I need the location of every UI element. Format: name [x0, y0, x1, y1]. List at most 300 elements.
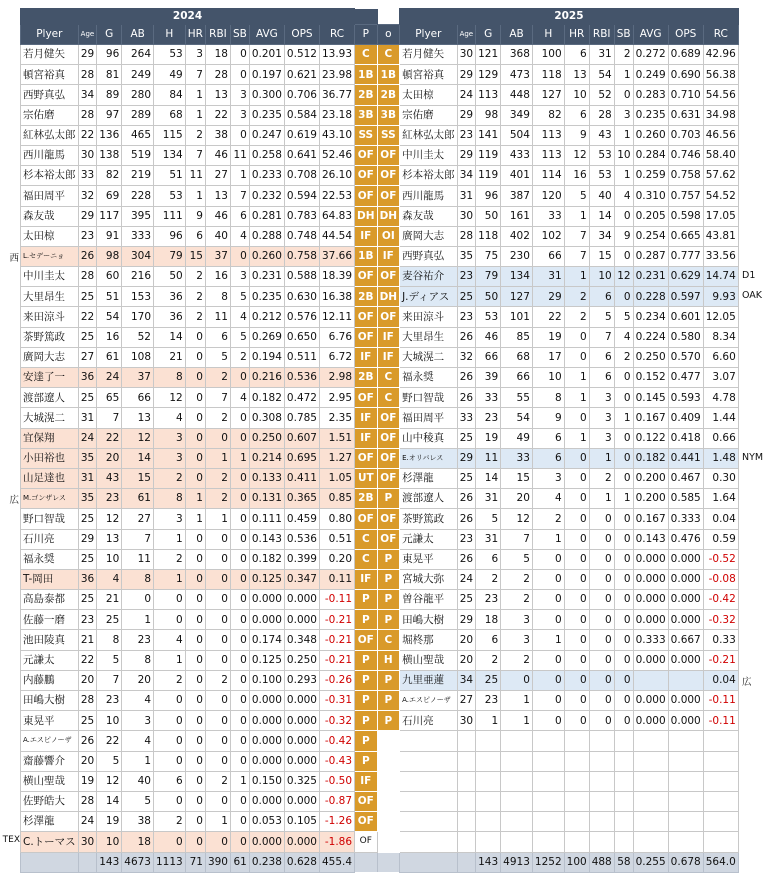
stat-cell-right: 34	[457, 670, 476, 690]
stat-cell-left: 6	[154, 771, 186, 791]
stat-cell-right: 0	[589, 549, 614, 569]
stat-cell-right: -0.08	[703, 569, 738, 589]
stat-cell-right: 96	[476, 186, 501, 206]
total-cell-left: 0.628	[284, 852, 319, 872]
stat-cell-left: 28	[78, 791, 97, 811]
stat-cell-right: 0	[564, 630, 589, 650]
stat-cell-left: 249	[122, 65, 154, 85]
stat-cell-left: 0.269	[249, 327, 284, 347]
stat-cell-right: 27	[457, 691, 476, 711]
stat-cell-right: 3	[589, 388, 614, 408]
stat-cell-left: 0.000	[284, 691, 319, 711]
stat-cell-right: 0.409	[668, 408, 703, 428]
stat-cell-left: 18	[205, 45, 230, 65]
stat-cell-right: 12.05	[703, 307, 738, 327]
stat-cell-left: 43	[97, 468, 122, 488]
stat-cell-right: 23	[476, 590, 501, 610]
stat-cell-left: -0.26	[319, 670, 354, 690]
stat-cell-right	[614, 731, 633, 751]
player-name-right: 山中稜真	[400, 428, 458, 448]
stat-cell-right: 0.30	[703, 468, 738, 488]
stat-cell-right: 0	[564, 711, 589, 731]
stat-cell-left: 6.76	[319, 327, 354, 347]
stat-cell-right: 29	[457, 65, 476, 85]
stat-cell-left: 25	[78, 388, 97, 408]
stat-cell-left: 10	[97, 711, 122, 731]
stat-cell-left: 13	[122, 408, 154, 428]
stat-cell-right: 6	[589, 287, 614, 307]
player-name-right: 杉澤龍	[400, 468, 458, 488]
col-header-left: SB	[230, 25, 249, 45]
position-left: P	[355, 610, 378, 630]
position-left: IF	[355, 226, 378, 246]
position-right: 3B	[377, 105, 400, 125]
stat-cell-right: 23	[476, 408, 501, 428]
stat-cell-left: 0	[205, 630, 230, 650]
col-header-left: H	[154, 25, 186, 45]
stat-cell-left: 28	[78, 65, 97, 85]
stat-cell-left: 0.748	[284, 226, 319, 246]
position-right: C	[377, 45, 400, 65]
stat-cell-right: 3	[589, 408, 614, 428]
col-header-right: H	[532, 25, 564, 45]
position-right: OF	[377, 186, 400, 206]
stat-cell-left: 0	[154, 711, 186, 731]
stat-cell-left: 33	[78, 166, 97, 186]
stat-cell-left: 0	[185, 650, 205, 670]
stat-cell-left: 0	[230, 812, 249, 832]
stat-cell-right: 1	[589, 489, 614, 509]
stat-cell-right: 54	[501, 408, 533, 428]
stat-cell-right: -0.11	[703, 711, 738, 731]
stat-cell-right: 31	[476, 529, 501, 549]
stat-cell-left: 0	[185, 347, 205, 367]
stat-cell-right: 504	[501, 125, 533, 145]
stat-cell-right: 46	[476, 327, 501, 347]
player-name-left: 田嶋大樹	[21, 691, 79, 711]
stat-cell-right: 0	[589, 529, 614, 549]
col-header-left: AVG	[249, 25, 284, 45]
stat-cell-left: 0.348	[284, 630, 319, 650]
stat-cell-left: 25	[78, 711, 97, 731]
stat-cell-right: 66	[501, 368, 533, 388]
stat-cell-right: 0	[564, 569, 589, 589]
stat-cell-right: 0.000	[633, 590, 668, 610]
position-left: OF	[355, 327, 378, 347]
stat-cell-right: 66	[476, 347, 501, 367]
stat-cell-left: 1	[122, 751, 154, 771]
stat-cell-right: 0.593	[668, 388, 703, 408]
stat-cell-left: 1	[205, 448, 230, 468]
stat-cell-right: 0	[532, 650, 564, 670]
position-left: OF	[355, 448, 378, 468]
player-name-right	[400, 771, 458, 791]
stat-cell-left: 0.000	[284, 590, 319, 610]
stat-cell-right: 0	[501, 670, 533, 690]
stat-cell-left: 0	[205, 832, 230, 852]
margin-label: 広	[9, 495, 19, 506]
table-row	[21, 771, 739, 791]
stat-cell-right: 19	[476, 428, 501, 448]
position-right: OF	[377, 468, 400, 488]
stat-cell-right: 0.000	[633, 711, 668, 731]
stat-cell-right: 0.000	[633, 549, 668, 569]
stat-cell-right: 23	[457, 125, 476, 145]
player-name-right	[400, 751, 458, 771]
stat-cell-left: 11	[230, 145, 249, 165]
stat-cell-left: 68	[154, 105, 186, 125]
stat-cell-left: 36	[78, 569, 97, 589]
table-row	[21, 347, 739, 367]
stat-cell-left: 0.133	[249, 468, 284, 488]
stat-cell-right: 0.66	[703, 428, 738, 448]
stat-cell-right: 24	[457, 569, 476, 589]
stat-cell-left: 5	[97, 650, 122, 670]
stat-cell-right: 120	[532, 186, 564, 206]
player-name-right: 元謙太	[400, 529, 458, 549]
stat-cell-left: 0.619	[284, 125, 319, 145]
stat-cell-left: 0	[230, 670, 249, 690]
stat-cell-right: 0.000	[668, 711, 703, 731]
totals-row	[21, 852, 739, 872]
stat-cell-right: 15	[501, 468, 533, 488]
position-right	[377, 771, 400, 791]
stat-cell-left: 37	[122, 368, 154, 388]
stat-cell-right	[589, 771, 614, 791]
stat-cell-right: 0.152	[633, 368, 668, 388]
stat-cell-left: 0.235	[249, 287, 284, 307]
stat-cell-right: 24	[457, 85, 476, 105]
stat-cell-right: 29	[457, 448, 476, 468]
stat-cell-right: 0	[589, 509, 614, 529]
stat-cell-right: 0	[589, 691, 614, 711]
stat-cell-right	[532, 791, 564, 811]
stat-cell-left: 14	[122, 448, 154, 468]
stat-cell-left: 0	[185, 549, 205, 569]
stat-cell-right: 5	[501, 549, 533, 569]
total-cell-left: 455.4	[319, 852, 354, 872]
stat-cell-right: 127	[501, 287, 533, 307]
stat-cell-right	[668, 832, 703, 852]
stat-cell-right: 0.249	[633, 65, 668, 85]
player-name-right: 渡部遼人	[400, 489, 458, 509]
stat-cell-right: 1	[564, 267, 589, 287]
stat-cell-right: 1	[532, 630, 564, 650]
total-cell-left: 143	[97, 852, 122, 872]
position-right: IF	[377, 246, 400, 266]
stat-cell-right: 20	[501, 489, 533, 509]
stat-cell-left: 0.512	[284, 45, 319, 65]
stat-cell-right: 0	[589, 569, 614, 589]
stat-cell-right: 0	[564, 509, 589, 529]
stat-cell-right: 2	[501, 569, 533, 589]
stat-cell-right: 0	[532, 590, 564, 610]
stat-cell-left: 0.053	[249, 812, 284, 832]
position-right: OF	[377, 428, 400, 448]
stat-cell-right: 114	[532, 166, 564, 186]
stat-cell-left: 0.347	[284, 569, 319, 589]
table-row	[21, 549, 739, 569]
stat-cell-left: 0.231	[249, 267, 284, 287]
player-name-left: 池田陵真	[21, 630, 79, 650]
stat-cell-right: 0.200	[633, 489, 668, 509]
stat-cell-right: 0	[532, 569, 564, 589]
stat-cell-right: 6	[564, 105, 589, 125]
player-name-right: 若月健矢	[400, 45, 458, 65]
player-name-left: 西川龍馬	[21, 145, 79, 165]
stat-cell-right: 16	[564, 166, 589, 186]
stat-cell-right	[532, 751, 564, 771]
stat-cell-left: 66	[122, 388, 154, 408]
stat-cell-left: 0.281	[249, 206, 284, 226]
stat-cell-right	[703, 812, 738, 832]
stat-cell-right: 0	[614, 85, 633, 105]
player-name-right: 太田椋	[400, 85, 458, 105]
stat-cell-left: 0.584	[284, 105, 319, 125]
stat-cell-right	[457, 731, 476, 751]
player-name-left: 中川圭太	[21, 267, 79, 287]
stat-cell-right	[564, 812, 589, 832]
stat-cell-right	[589, 812, 614, 832]
stat-cell-right: 25	[457, 468, 476, 488]
stat-cell-left: 4	[154, 408, 186, 428]
stat-cell-left: 19	[97, 812, 122, 832]
stat-cell-right: 0.182	[633, 448, 668, 468]
stat-cell-left: 0.150	[249, 771, 284, 791]
stat-cell-left: 0.125	[249, 569, 284, 589]
stat-cell-right: 0	[564, 549, 589, 569]
stat-cell-left: 0	[230, 489, 249, 509]
stat-cell-right: 0	[564, 670, 589, 690]
stat-cell-right: 5	[589, 307, 614, 327]
stat-cell-left: 2	[205, 408, 230, 428]
player-name-right: 麦谷祐介	[400, 267, 458, 287]
stat-cell-right: 2	[614, 45, 633, 65]
table-row	[21, 610, 739, 630]
position-right: P	[377, 489, 400, 509]
stat-cell-left: 0.000	[284, 832, 319, 852]
stat-cell-left: 0.630	[284, 287, 319, 307]
player-name-left: 太田椋	[21, 226, 79, 246]
table-row	[21, 731, 739, 751]
player-name-left: 宗佑磨	[21, 105, 79, 125]
stat-cell-right: 0	[614, 246, 633, 266]
stat-cell-right: 25	[476, 670, 501, 690]
stat-cell-left: 28	[78, 267, 97, 287]
stat-cell-left: 24	[78, 812, 97, 832]
stat-cell-left: 35	[78, 489, 97, 509]
total-gap	[377, 852, 400, 872]
total-cell-left: 0.238	[249, 852, 284, 872]
stat-cell-left: 51	[97, 287, 122, 307]
player-name-right: 曽谷龍平	[400, 590, 458, 610]
stat-cell-left: 0	[230, 408, 249, 428]
stat-cell-right: 0	[614, 428, 633, 448]
stat-cell-right: 10	[532, 368, 564, 388]
stat-cell-left: 0.308	[249, 408, 284, 428]
table-row	[21, 85, 739, 105]
stat-cell-left: 0.536	[284, 368, 319, 388]
col-header-pos: P	[355, 25, 378, 45]
stat-cell-left: 2	[185, 307, 205, 327]
stat-cell-right: 2	[476, 569, 501, 589]
stat-cell-left: 8	[97, 630, 122, 650]
stat-cell-right: 473	[501, 65, 533, 85]
stat-cell-left: 0.214	[249, 448, 284, 468]
position-right: OI	[377, 226, 400, 246]
stat-cell-right: 433	[501, 145, 533, 165]
player-name-left: 福田周平	[21, 186, 79, 206]
stat-cell-right: 0	[614, 569, 633, 589]
stat-cell-right: 98	[476, 105, 501, 125]
stat-cell-left: 61	[97, 347, 122, 367]
stat-cell-right: 13	[564, 65, 589, 85]
stat-cell-left: 6	[230, 206, 249, 226]
stat-cell-left: 0	[230, 630, 249, 650]
player-name-right	[400, 832, 458, 852]
stat-cell-right: 402	[501, 226, 533, 246]
stat-cell-right: 29	[532, 287, 564, 307]
stat-cell-left: 10	[97, 549, 122, 569]
stat-cell-right	[633, 832, 668, 852]
stat-cell-left: 0.472	[284, 388, 319, 408]
stat-cell-right	[476, 751, 501, 771]
stat-cell-left: 0.232	[249, 186, 284, 206]
stat-cell-right: 25	[457, 287, 476, 307]
stat-cell-left: 4	[122, 691, 154, 711]
stat-cell-left: 228	[122, 186, 154, 206]
stat-cell-right: 1.64	[703, 489, 738, 509]
stat-cell-right: 1	[589, 448, 614, 468]
stat-cell-left: 1	[185, 85, 205, 105]
stats-table	[20, 8, 739, 873]
stat-cell-right: 42.96	[703, 45, 738, 65]
stat-cell-left: 2	[205, 771, 230, 791]
position-left: IF	[355, 408, 378, 428]
stat-cell-right: 1	[614, 65, 633, 85]
stat-cell-right: 6	[564, 45, 589, 65]
player-name-left: 若月健矢	[21, 45, 79, 65]
stat-cell-right: 53	[476, 307, 501, 327]
stat-cell-right: 3	[589, 428, 614, 448]
stat-cell-right: 0.703	[668, 125, 703, 145]
stat-cell-right: 26	[457, 549, 476, 569]
stat-cell-right: 25	[457, 590, 476, 610]
stat-cell-left: 4	[230, 226, 249, 246]
stat-cell-left: 91	[97, 226, 122, 246]
table-row	[21, 812, 739, 832]
col-header-right: OPS	[668, 25, 703, 45]
stat-cell-right: 0.467	[668, 468, 703, 488]
stat-cell-left: 395	[122, 206, 154, 226]
stat-cell-left: 0.758	[284, 246, 319, 266]
position-right: P	[377, 691, 400, 711]
stat-cell-left: 1	[205, 812, 230, 832]
position-right: P	[377, 590, 400, 610]
stat-cell-left: 0.607	[284, 428, 319, 448]
stat-cell-right: 0	[614, 368, 633, 388]
player-name-left: 齋藤響介	[21, 751, 79, 771]
stat-cell-left: 117	[97, 206, 122, 226]
stat-cell-left: 23	[97, 489, 122, 509]
player-name-right: 横山聖哉	[400, 650, 458, 670]
stat-cell-left: 22	[78, 125, 97, 145]
stat-cell-right: 9	[564, 125, 589, 145]
stat-cell-left: 12	[154, 388, 186, 408]
stat-cell-right: 0	[564, 610, 589, 630]
column-header-row	[21, 25, 739, 45]
stat-cell-right: 33	[476, 388, 501, 408]
position-right: P	[377, 670, 400, 690]
player-name-left: 野口智哉	[21, 509, 79, 529]
stat-cell-right: 2	[501, 650, 533, 670]
player-name-right: 福田周平	[400, 408, 458, 428]
stat-cell-left: 0	[185, 691, 205, 711]
player-name-left: C.トーマス	[21, 832, 79, 852]
stat-cell-right: 0.665	[668, 226, 703, 246]
stat-cell-left: -0.21	[319, 630, 354, 650]
stat-cell-left: 16	[97, 327, 122, 347]
stat-cell-left: 25	[78, 590, 97, 610]
position-left: 2B	[355, 85, 378, 105]
stat-cell-left: 0.000	[249, 590, 284, 610]
stat-cell-right: 387	[501, 186, 533, 206]
stat-cell-right: 0.224	[633, 327, 668, 347]
stat-cell-right: 0	[614, 650, 633, 670]
stat-cell-right: 0	[589, 670, 614, 690]
stat-cell-right: 0.601	[668, 307, 703, 327]
stat-cell-left: 0	[205, 569, 230, 589]
stat-cell-right: 4	[614, 327, 633, 347]
stat-cell-right: 1	[476, 711, 501, 731]
player-name-right: 東晃平	[400, 549, 458, 569]
stat-cell-right	[457, 812, 476, 832]
stat-cell-left: 23.18	[319, 105, 354, 125]
stat-cell-left: 8	[154, 368, 186, 388]
table-row	[21, 711, 739, 731]
stat-cell-left: 28	[78, 105, 97, 125]
stat-cell-left: 89	[97, 85, 122, 105]
stat-cell-right: 0	[564, 489, 589, 509]
stat-cell-right: 0.59	[703, 529, 738, 549]
stat-cell-left: 16.38	[319, 287, 354, 307]
stat-cell-left: 60	[97, 267, 122, 287]
stat-cell-right: 66	[532, 246, 564, 266]
stat-cell-right: 54.56	[703, 85, 738, 105]
stat-cell-right: 52	[589, 85, 614, 105]
stat-cell-right	[633, 751, 668, 771]
stat-cell-right: 5	[476, 509, 501, 529]
stat-cell-right: 85	[501, 327, 533, 347]
stat-cell-left: 0	[205, 650, 230, 670]
total-cell-left: 61	[230, 852, 249, 872]
position-left: 1B	[355, 246, 378, 266]
stat-cell-right: 31	[476, 489, 501, 509]
stat-cell-left: 35	[78, 448, 97, 468]
stat-cell-right: 0.777	[668, 246, 703, 266]
stat-cell-right	[614, 791, 633, 811]
position-right: P	[377, 711, 400, 731]
stat-cell-left: 0.536	[284, 529, 319, 549]
stat-cell-right: 54.52	[703, 186, 738, 206]
stat-cell-right: 0.33	[703, 630, 738, 650]
stat-cell-left: 3	[230, 85, 249, 105]
stat-cell-right: 32	[457, 347, 476, 367]
stat-cell-left: -0.32	[319, 711, 354, 731]
margin-label: TEX	[2, 835, 20, 845]
player-name-left: 杉澤龍	[21, 812, 79, 832]
stat-cell-right: 39	[476, 368, 501, 388]
